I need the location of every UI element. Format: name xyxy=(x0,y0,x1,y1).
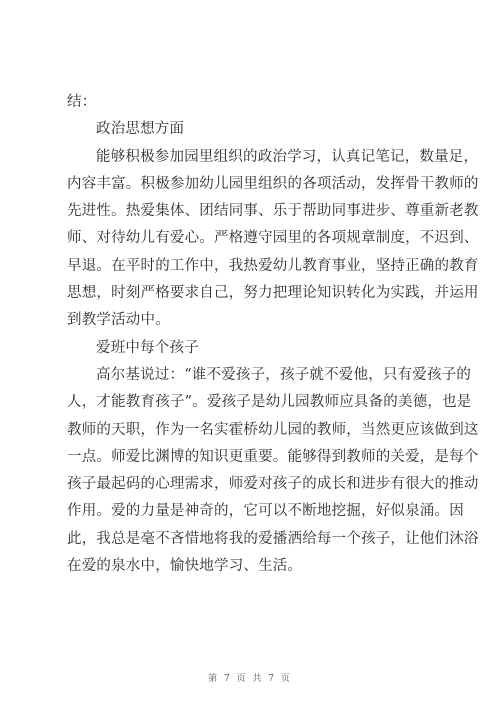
paragraph-line: 先进性。热爱集体、团结同事、乐于帮助同事进步、尊重新老教 xyxy=(67,203,479,220)
paragraph-line: 能够积极参加园里组织的政治学习，认真记笔记，数量足， xyxy=(96,148,479,165)
page-footer: 第 7 页 共 7 页 xyxy=(208,674,292,684)
paragraph-line: 此，我总是毫不吝惜地将我的爱播洒给每一个孩子，让他们沐浴 xyxy=(67,530,479,547)
paragraph-line: 到教学活动中。 xyxy=(67,312,170,329)
paragraph-line: 思想，时刻严格要求自己，努力把理论知识转化为实践，并运用 xyxy=(67,285,479,302)
paragraph-line: 结： xyxy=(67,94,97,110)
section-heading: 政治思想方面 xyxy=(96,121,185,138)
document-body xyxy=(67,89,479,580)
paragraph-line: 孩子最起码的心理需求，师爱对孩子的成长和进步有很大的推动 xyxy=(67,476,479,493)
paragraph-line: 在爱的泉水中，愉快地学习、生活。 xyxy=(67,558,303,575)
section-heading: 爱班中每个孩子 xyxy=(96,339,199,356)
paragraph-line: 高尔基说过：“谁不爱孩子，孩子就不爱他，只有爱孩子的 xyxy=(96,366,472,383)
paragraph-line: 一点。师爱比渊博的知识更重要。能够得到教师的关爱，是每个 xyxy=(67,448,479,465)
paragraph-line: 内容丰富。积极参加幼儿园里组织的各项活动，发挥骨干教师的 xyxy=(67,175,479,192)
paragraph-line: 作用。爱的力量是神奇的，它可以不断地挖掘，好似泉涌。因 xyxy=(67,503,464,520)
paragraph-line: 早退。在平时的工作中，我热爱幼儿教育事业，坚持正确的教育 xyxy=(67,257,479,274)
paragraph-line: 教师的天职，作为一名实霍桥幼儿园的教师，当然更应该做到这 xyxy=(67,421,479,438)
paragraph-line: 师、对待幼儿有爱心。严格遵守园里的各项规章制度，不迟到、 xyxy=(67,230,479,247)
paragraph-line: 人，才能教育孩子”。爱孩子是幼儿园教师应具备的美德，也是 xyxy=(67,394,472,411)
